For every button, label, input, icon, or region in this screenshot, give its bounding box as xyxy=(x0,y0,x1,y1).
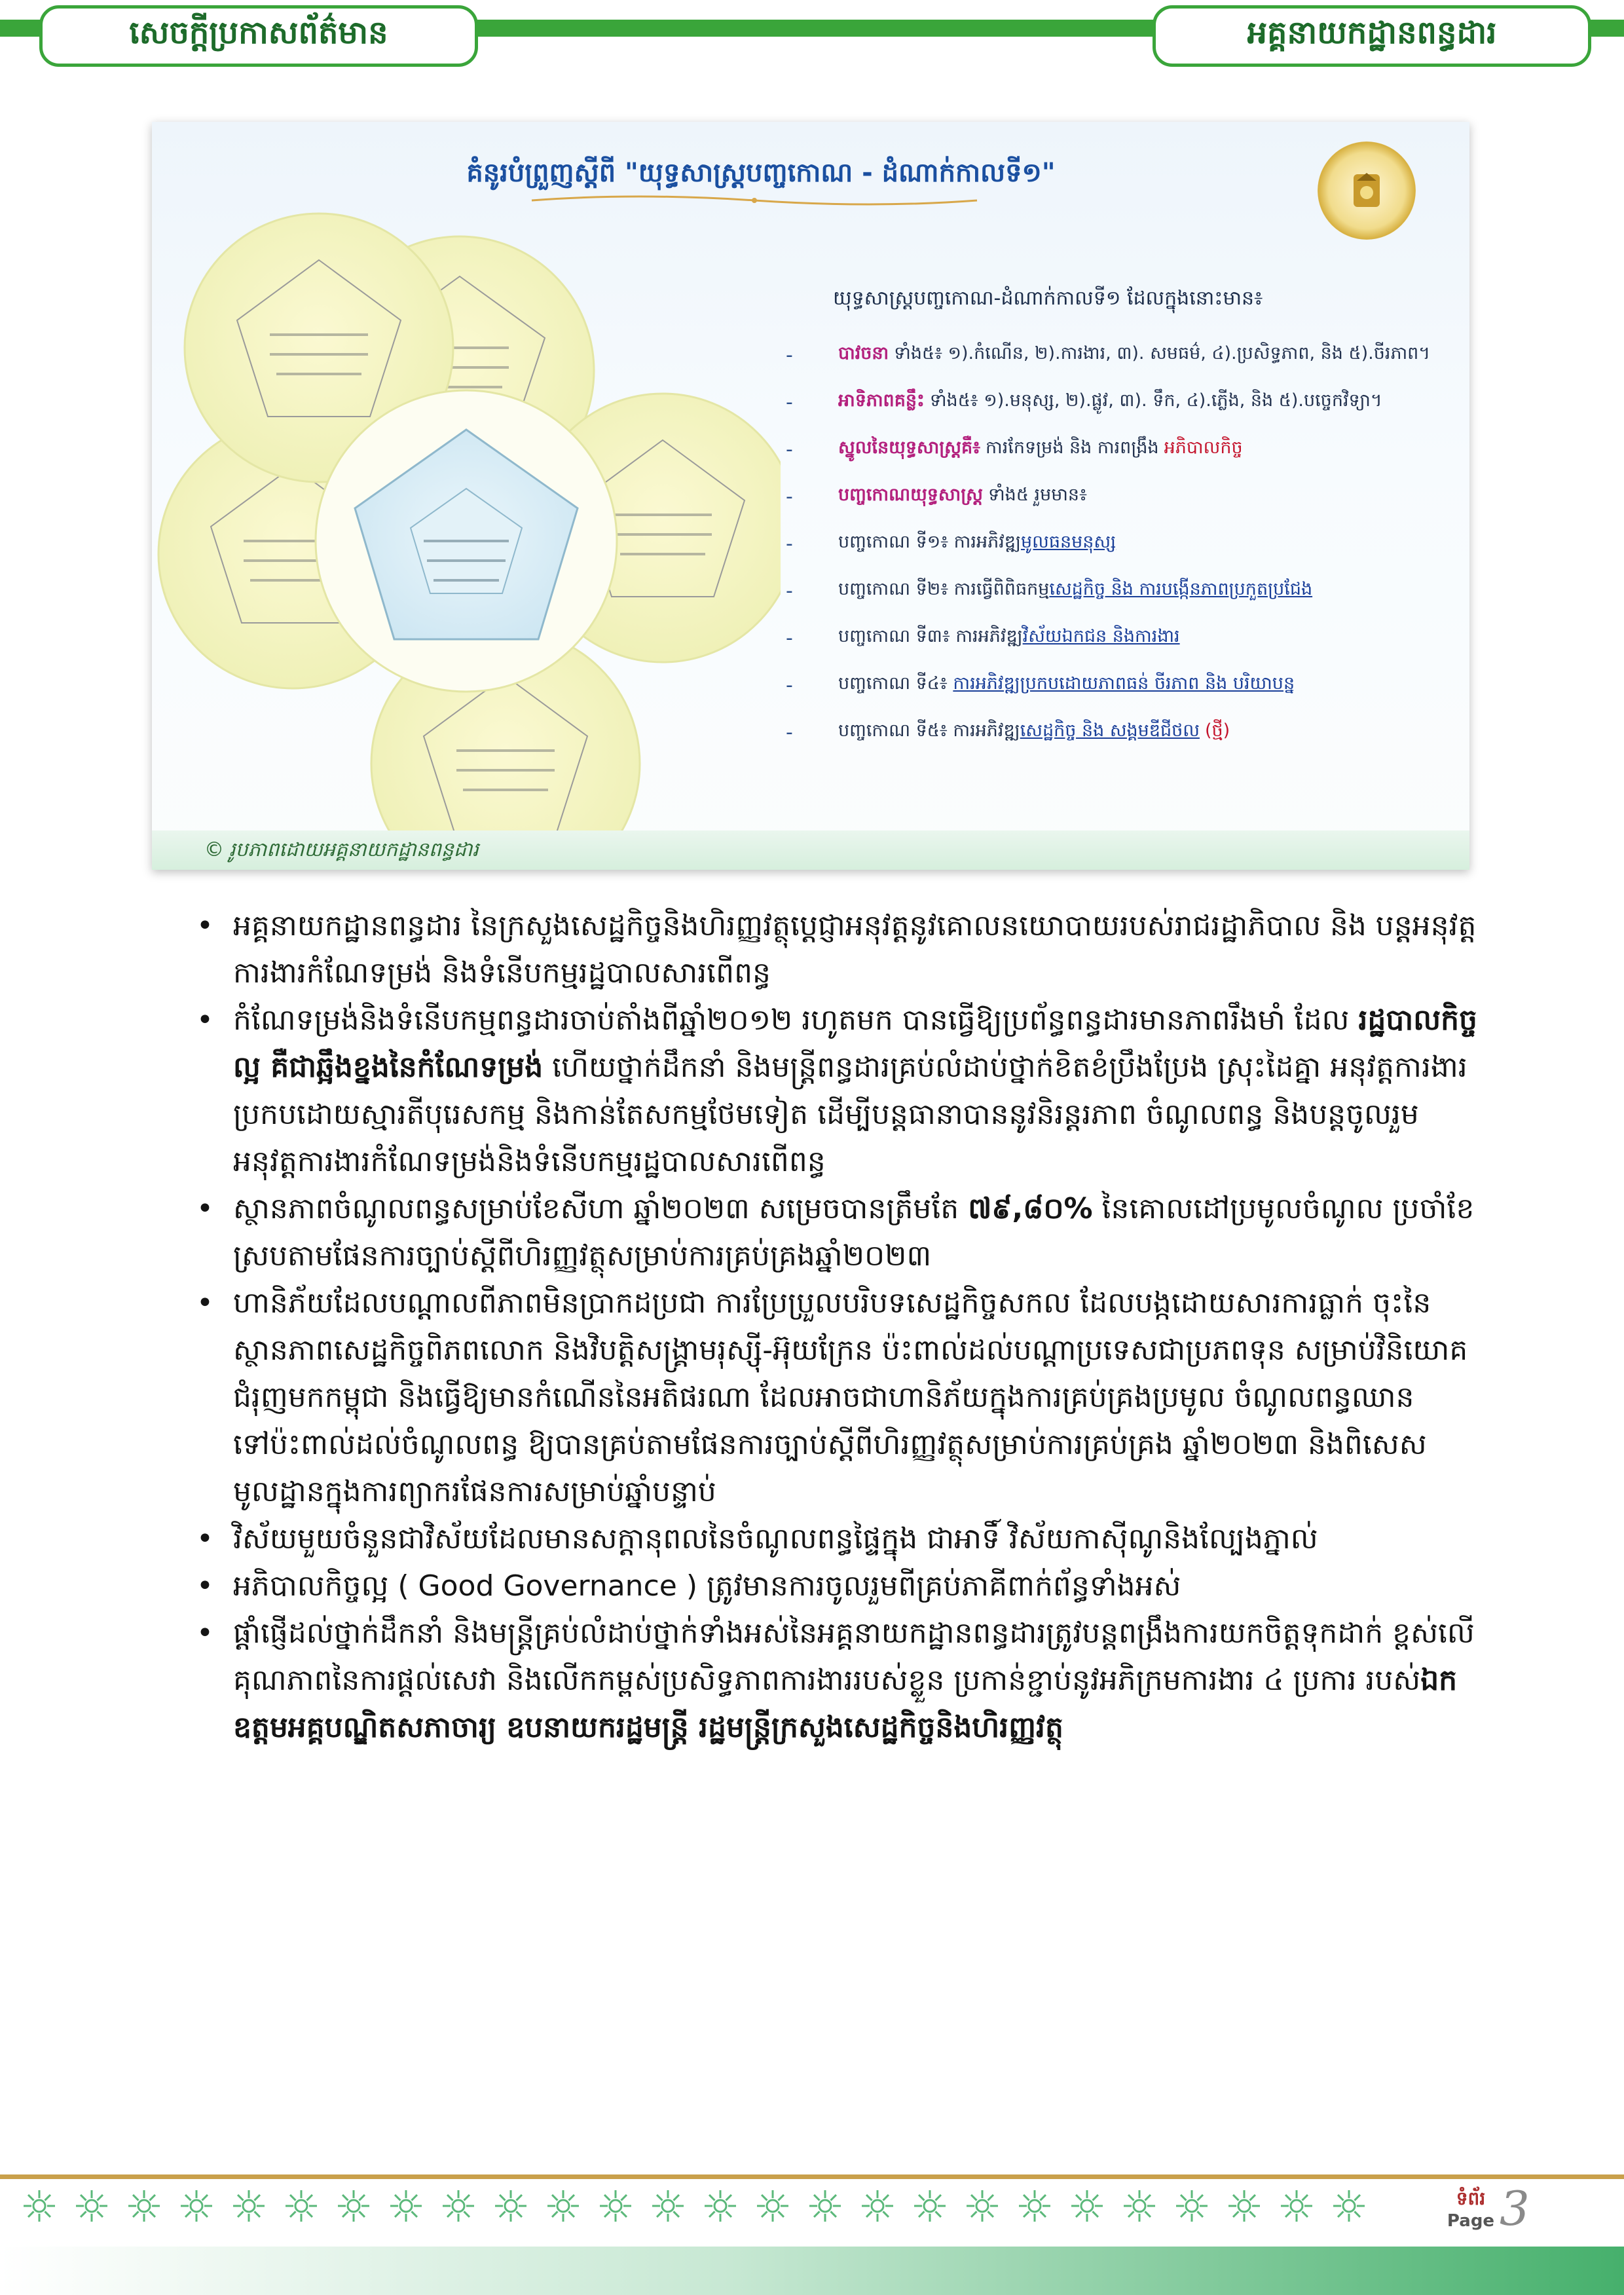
bullet-text: អភិបាលកិច្ចល្អ ( Good Governance ) ត្រូវមានការចូលរួមពីគ្រប់ភាគីពាក់ព័ន្ធទាំងអស់ xyxy=(233,1569,1181,1603)
header-department-label: អគ្គនាយកដ្ឋានពន្ធដារ xyxy=(1153,5,1591,67)
footer-gradient-band xyxy=(0,2247,1624,2295)
bullet-paragraph xyxy=(187,1563,1477,1610)
dash-bullet-icon: - xyxy=(786,390,793,414)
bullet-icon: • xyxy=(196,1522,213,1556)
page-label-english: Page xyxy=(1447,2211,1495,2231)
lotus-ornament-icon xyxy=(705,2190,736,2222)
list-item-highlight: ការអភិវឌ្ឍប្រកបដោយភាពធន់ ចីរភាព និង បរិយាបន្ន xyxy=(953,673,1295,694)
image-credit-text: រូបភាពដោយអគ្គនាយកដ្ឋានពន្ធដារ xyxy=(229,838,479,861)
bullet-paragraph xyxy=(187,1185,1477,1280)
bullet-paragraph xyxy=(187,1280,1477,1516)
center-pentagon xyxy=(316,390,617,692)
strategy-list-item xyxy=(781,426,1449,473)
list-item-text: ទាំង៥ រួមមាន៖ xyxy=(987,484,1087,505)
list-item-highlight: វិស័យឯកជន និងការងារ xyxy=(1022,625,1180,646)
list-item-accent: អភិបាលកិច្ច xyxy=(1164,437,1243,458)
dash-bullet-icon: - xyxy=(786,532,793,555)
bullet-icon: • xyxy=(196,909,213,942)
lotus-ornament-icon xyxy=(1333,2190,1365,2222)
strategy-list-item xyxy=(781,709,1449,756)
page-number: 3 xyxy=(1500,2181,1530,2236)
bullet-emphasis: ៧៩,៨០% xyxy=(968,1192,1093,1225)
lotus-ornament-icon xyxy=(914,2190,946,2222)
strategy-list-item xyxy=(781,379,1449,426)
list-item-text: ទាំង៥៖ ១).មនុស្ស, ២).ផ្លូវ, ៣). ទឹក, ៤).ភ្លើង, និង ៥).បច្ចេកវិទ្យា។ xyxy=(929,390,1382,411)
lotus-ornament-icon xyxy=(181,2190,212,2222)
bullet-icon: • xyxy=(196,1569,213,1603)
list-item-highlight: សេដ្ឋកិច្ច និង ការបង្កើនភាពប្រកួតប្រជែង xyxy=(1049,578,1313,599)
bullet-text: នៃគោលដៅប្រមូលចំណូល ប្រចាំខែស្របតាមផែនការច្បាប់ស្តីពីហិរញ្ញវត្ថុសម្រាប់ការគ្រប់គ្រងឆ្នាំ២០២៣ xyxy=(233,1192,1475,1273)
department-seal-icon xyxy=(1318,141,1416,240)
page-label xyxy=(1438,2188,1504,2232)
lotus-ornament-icon xyxy=(652,2190,684,2222)
bullet-text: ស្ថានភាពចំណូលពន្ធសម្រាប់ខែសីហា ឆ្នាំ២០២៣ សម្រេចបានត្រឹមតែ xyxy=(233,1192,969,1225)
list-item-key: ស្នូលនៃយុទ្ធសាស្ត្រគឺ៖ xyxy=(838,437,981,458)
bullet-icon: • xyxy=(196,1286,213,1320)
lotus-ornament-icon xyxy=(757,2190,788,2222)
strategy-list-item xyxy=(781,473,1449,520)
bullet-icon: • xyxy=(196,1616,213,1650)
list-item-text: បញ្ចកោណ ទី២៖ ការធ្វើពិពិធកម្ម xyxy=(838,578,1050,599)
list-item-key: បាវចនា xyxy=(838,343,889,364)
bullet-text: កំណែទម្រង់និងទំនើបកម្មពន្ធដារចាប់តាំងពីឆ្នាំ២០១២ រហូតមក បានធ្វើឱ្យប្រព័ន្ធពន្ធដារមានភាពរឹងមាំ ដែល xyxy=(233,1003,1359,1037)
list-item-text: ការកែទម្រង់ និង ការពង្រឹង xyxy=(986,437,1159,458)
copyright-icon: © xyxy=(204,838,224,861)
bullet-paragraph xyxy=(187,1516,1477,1563)
lotus-ornament-icon xyxy=(1176,2190,1208,2222)
header-press-release-label: សេចក្ដីប្រកាសព័ត៌មាន xyxy=(39,5,478,67)
lotus-ornament-icon xyxy=(862,2190,893,2222)
list-item-text: បញ្ចកោណ ទី៤៖ xyxy=(838,673,953,694)
bullet-paragraph xyxy=(187,903,1477,997)
lotus-ornament-icon xyxy=(443,2190,474,2222)
pentagon-flower-diagram xyxy=(152,122,781,870)
lotus-ornament-icon xyxy=(809,2190,841,2222)
strategy-list-item xyxy=(781,662,1449,709)
lotus-ornament-icon xyxy=(24,2190,55,2222)
lotus-ornament-icon xyxy=(1228,2190,1260,2222)
strategy-list-heading: យុទ្ធសាស្រ្តបញ្ចកោណ-ដំណាក់កាលទី១ ដែលក្នុងនោះមាន៖ xyxy=(833,287,1263,310)
list-item-key: អាទិភាពគន្លឹះ xyxy=(838,390,925,411)
page-label-khmer: ទំព័រ xyxy=(1456,2188,1486,2209)
bullet-paragraph xyxy=(187,1610,1477,1751)
lotus-ornament-icon xyxy=(338,2190,369,2222)
footer-divider xyxy=(0,2174,1624,2179)
list-item-highlight: សេដ្ឋកិច្ច និង សង្គមឌីជីថល xyxy=(1020,720,1200,741)
lotus-ornament-icon xyxy=(286,2190,317,2222)
lotus-ornament-icon xyxy=(1071,2190,1103,2222)
dash-bullet-icon: - xyxy=(786,626,793,650)
bullet-text: ហើយថ្នាក់ដឹកនាំ និងមន្ត្រីពន្ធដារគ្រប់លំដាប់ថ្នាក់ខិតខំប្រឹងប្រែង ស្រុះដៃគ្នា អនុវត្តការងារប្រកបដោយស្មារតីបុរេសកម្ម និងកាន់តែសកម្មថែមទៀត ដើម្បីបន្តធានាបាននូវនិរន្តរភាព ចំណូលពន្ធ និងបន្តចូលរួមអនុវត្តការងារកំណែទម្រង់និងទំនើបកម្មរដ្ឋបាលសារពើពន្ធ xyxy=(233,1051,1467,1178)
lotus-ornament-icon xyxy=(128,2190,160,2222)
bullet-icon: • xyxy=(196,1192,213,1225)
lotus-ornament-icon xyxy=(600,2190,631,2222)
lotus-ornament-icon xyxy=(495,2190,526,2222)
bullet-emphasis: ឯកឧត្តមអគ្គបណ្ឌិតសភាចារ្យ ឧបនាយករដ្ឋមន្ត្រី រដ្ឋមន្ត្រីក្រសួងសេដ្ឋកិច្ចនិងហិរញ្ញវត្ថុ xyxy=(233,1664,1458,1744)
lotus-ornament-icon xyxy=(76,2190,107,2222)
lotus-ornament-icon xyxy=(547,2190,579,2222)
lotus-ornament-icon xyxy=(1281,2190,1312,2222)
dash-bullet-icon: - xyxy=(786,343,793,367)
bullet-text: ហានិភ័យដែលបណ្តាលពីភាពមិនប្រាកដប្រជា ការប្រែប្រួលបរិបទសេដ្ឋកិច្ចសកល ដែលបង្កដោយសារការធ្លាក់ ចុះនៃស្ថានភាពសេដ្ឋកិច្ចពិភពលោក និងវិបត្តិសង្គ្រាមរុស្ស៊ី-អ៊ុយក្រែន ប៉ះពាល់ដល់បណ្ដាប្រទេសជាប្រភពទុន សម្រាប់វិនិយោគជំរុញមកកម្ពុជា និងធ្វើឱ្យមានកំណើននៃអតិផរណា ដែលអាចជាហានិភ័យក្នុងការគ្រប់គ្រងប្រមូល ចំណូលពន្ធឈានទៅប៉ះពាល់ដល់ចំណូលពន្ធ ឱ្យបានគ្រប់តាមផែនការច្បាប់ស្តីពីហិរញ្ញវត្ថុសម្រាប់ការគ្រប់គ្រង ឆ្នាំ២០២៣ និងពិសេសមូលដ្ឋានក្នុងការព្យាករផែនការសម្រាប់ឆ្នាំបន្ទាប់ xyxy=(233,1286,1468,1508)
bullet-text: វិស័យមួយចំនួនជាវិស័យដែលមានសក្ដានុពលនៃចំណូលពន្ធផ្ទៃក្នុង ជាអាទិ៍ វិស័យកាស៊ីណូនិងល្បែងភ្នាល់ xyxy=(233,1522,1318,1556)
list-item-text: បញ្ចកោណ ទី៥៖ ការអភិវឌ្ឍ xyxy=(838,720,1020,741)
image-credit xyxy=(204,837,479,866)
bullet-icon: • xyxy=(196,1003,213,1037)
list-item-accent: (ថ្មី) xyxy=(1204,720,1230,741)
strategy-list-item xyxy=(781,567,1449,614)
bullet-text: ផ្ដាំផ្ញើដល់ថ្នាក់ដឹកនាំ និងមន្ត្រីគ្រប់លំដាប់ថ្នាក់ទាំងអស់នៃអគ្គនាយកដ្ឋានពន្ធដារត្រូវបន្តពង្រឹងការយកចិត្តទុកដាក់ ខ្ពស់លើគុណភាពនៃការផ្តល់សេវា និងលើកកម្ពស់ប្រសិទ្ធភាពការងាររបស់ខ្លួន ប្រកាន់ខ្ជាប់នូវអភិក្រមការងារ ៤ ប្រការ របស់ xyxy=(233,1616,1475,1697)
press-release-body xyxy=(187,903,1477,1751)
dash-bullet-icon: - xyxy=(786,485,793,508)
strategy-list-item xyxy=(781,520,1449,567)
lotus-ornament-icon xyxy=(1124,2190,1155,2222)
dash-bullet-icon: - xyxy=(786,720,793,744)
bullet-paragraph xyxy=(187,997,1477,1185)
bullet-emphasis: រដ្ឋបាលកិច្ចល្អ គឺជាឆ្អឹងខ្នងនៃកំណែទម្រង់ xyxy=(233,1003,1477,1084)
list-item-text: ទាំង៥៖ ១).កំណើន, ២).ការងារ, ៣). សមធម៌, ៤).ប្រសិទ្ធភាព, និង ៥).ចីរភាព។ xyxy=(894,343,1431,364)
strategy-list-item xyxy=(781,331,1449,379)
lotus-ornament-icon xyxy=(1019,2190,1050,2222)
strategy-infographic xyxy=(152,122,1469,870)
strategy-list-item xyxy=(781,614,1449,662)
dash-bullet-icon: - xyxy=(786,673,793,697)
footer-ornament-row xyxy=(13,2188,1375,2224)
lotus-ornament-icon xyxy=(967,2190,998,2222)
lotus-ornament-icon xyxy=(233,2190,265,2222)
list-item-highlight: មូលធនមនុស្ស xyxy=(1021,531,1116,552)
infographic-title: គំនូរបំព្រួញស្ដីពី "យុទ្ធសាស្រ្តបញ្ចកោណ - ដំណាក់កាលទី១" xyxy=(466,158,1056,188)
list-item-text: បញ្ចកោណ ទី៣៖ ការអភិវឌ្ឍ xyxy=(838,625,1023,646)
lotus-ornament-icon xyxy=(390,2190,422,2222)
dash-bullet-icon: - xyxy=(786,579,793,603)
bullet-text: អគ្គនាយកដ្ឋានពន្ធដារ នៃក្រសួងសេដ្ឋកិច្ចនិងហិរញ្ញវត្ថុប្តេជ្ញាអនុវត្តនូវគោលនយោបាយរបស់រាជរដ្ឋាភិបាល និង បន្តអនុវត្តការងារកំណែទម្រង់ និងទំនើបកម្មរដ្ឋបាលសារពើពន្ធ xyxy=(233,909,1477,990)
list-item-key: បញ្ចកោណយុទ្ធសាស្រ្ត xyxy=(838,484,983,505)
strategy-list xyxy=(781,286,1449,756)
list-item-text: បញ្ចកោណ ទី១៖ ការអភិវឌ្ឍ xyxy=(838,531,1021,552)
dash-bullet-icon: - xyxy=(786,438,793,461)
